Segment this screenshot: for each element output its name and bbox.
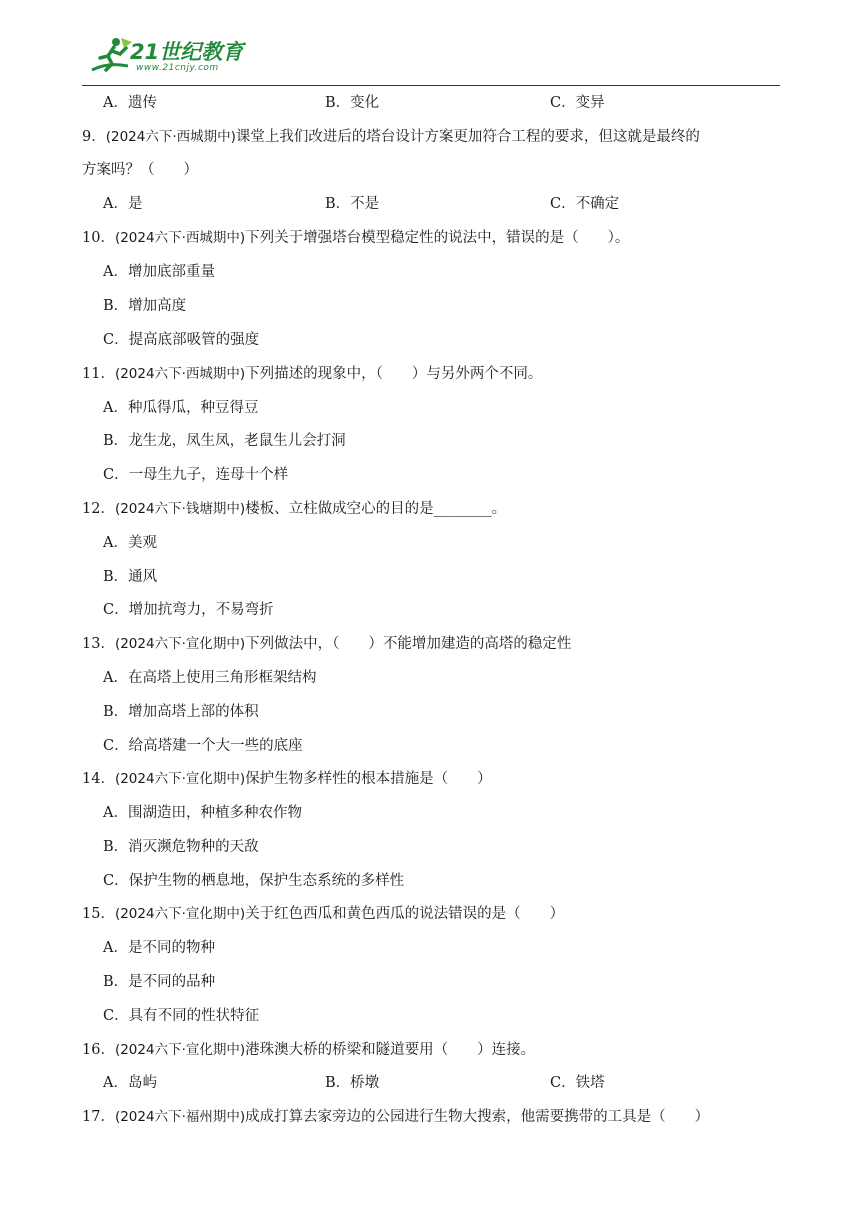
option-a: A．围湖造田，种植多种农作物 bbox=[103, 805, 302, 821]
option-a: A．种瓜得瓜，种豆得豆 bbox=[103, 400, 259, 416]
option-c: C．增加抗弯力，不易弯折 bbox=[103, 602, 274, 618]
question-9 bbox=[82, 125, 860, 149]
option-b: B．增加高塔上部的体积 bbox=[103, 704, 259, 720]
option-a: A．美观 bbox=[103, 535, 157, 551]
option-b: B．消灭濒危物种的天敌 bbox=[103, 839, 259, 855]
option-c: C．一母生九子，连母十个样 bbox=[103, 467, 289, 483]
option-a: A．是不同的物种 bbox=[103, 940, 215, 956]
logo-url: www.21cnjy.com bbox=[136, 63, 219, 73]
option-c: C．提高底部吸管的强度 bbox=[103, 332, 260, 348]
logo-text: 21世纪教育 bbox=[130, 40, 244, 64]
question-number: 9． bbox=[82, 129, 106, 145]
option-c: C．不确定 bbox=[550, 196, 620, 212]
option-a: A．增加底部重量 bbox=[103, 264, 215, 280]
question-10: 10．(2024六下·西城期中)下列关于增强塔台模型稳定性的说法中，错误的是（ ）。 bbox=[82, 230, 630, 246]
option-c: C．具有不同的性状特征 bbox=[103, 1008, 260, 1024]
option-c: C．给高塔建一个大一些的底座 bbox=[103, 738, 303, 754]
option-row bbox=[0, 192, 860, 216]
option-row bbox=[0, 91, 860, 115]
option-b: B．增加高度 bbox=[103, 298, 187, 314]
question-text: 课堂上我们改进后的塔台设计方案更加符合工程的要求，但这就是最终的 bbox=[235, 129, 700, 145]
option-a: A．是 bbox=[103, 196, 143, 212]
option-c: C．保护生物的栖息地，保护生态系统的多样性 bbox=[103, 873, 405, 889]
option-b: B．变化 bbox=[325, 95, 380, 111]
option-b: B．龙生龙，凤生凤，老鼠生儿会打洞 bbox=[103, 433, 346, 449]
question-text-cont: 方案吗？（ ） bbox=[82, 162, 198, 178]
question-13: 13．(2024六下·宣化期中)下列做法中，（ ）不能增加建造的高塔的稳定性 bbox=[82, 636, 572, 652]
option-c: C．铁塔 bbox=[550, 1075, 605, 1091]
question-9-cont bbox=[82, 158, 860, 182]
runner-logo-icon bbox=[88, 36, 134, 76]
question-16: 16．(2024六下·宣化期中)港珠澳大桥的桥梁和隧道要用（ ）连接。 bbox=[82, 1042, 536, 1058]
option-c: C．变异 bbox=[550, 95, 605, 111]
logo bbox=[88, 36, 258, 80]
question-11: 11．(2024六下·西城期中)下列描述的现象中，（ ）与另外两个不同。 bbox=[82, 366, 543, 382]
question-12: 12．(2024六下·钱塘期中)楼板、立柱做成空心的目的是________。 bbox=[82, 501, 507, 517]
option-b: B．通风 bbox=[103, 569, 158, 585]
question-15: 15．(2024六下·宣化期中)关于红色西瓜和黄色西瓜的说法错误的是（ ） bbox=[82, 906, 565, 922]
option-a: A．遗传 bbox=[103, 95, 157, 111]
option-b: B．桥墩 bbox=[325, 1075, 380, 1091]
option-a: A．岛屿 bbox=[103, 1075, 157, 1091]
option-b: B．不是 bbox=[325, 196, 380, 212]
header-divider bbox=[82, 85, 780, 86]
option-a: A．在高塔上使用三角形框架结构 bbox=[103, 670, 317, 686]
option-row bbox=[0, 1071, 860, 1095]
question-17: 17．(2024六下·福州期中)成成打算去家旁边的公园进行生物大搜索，他需要携带的工具是（ ） bbox=[82, 1109, 710, 1125]
option-b: B．是不同的品种 bbox=[103, 974, 216, 990]
question-14: 14．(2024六下·宣化期中)保护生物多样性的根本措施是（ ） bbox=[82, 771, 492, 787]
question-source: (2024六下·西城期中) bbox=[105, 129, 236, 145]
page-header bbox=[0, 0, 860, 90]
